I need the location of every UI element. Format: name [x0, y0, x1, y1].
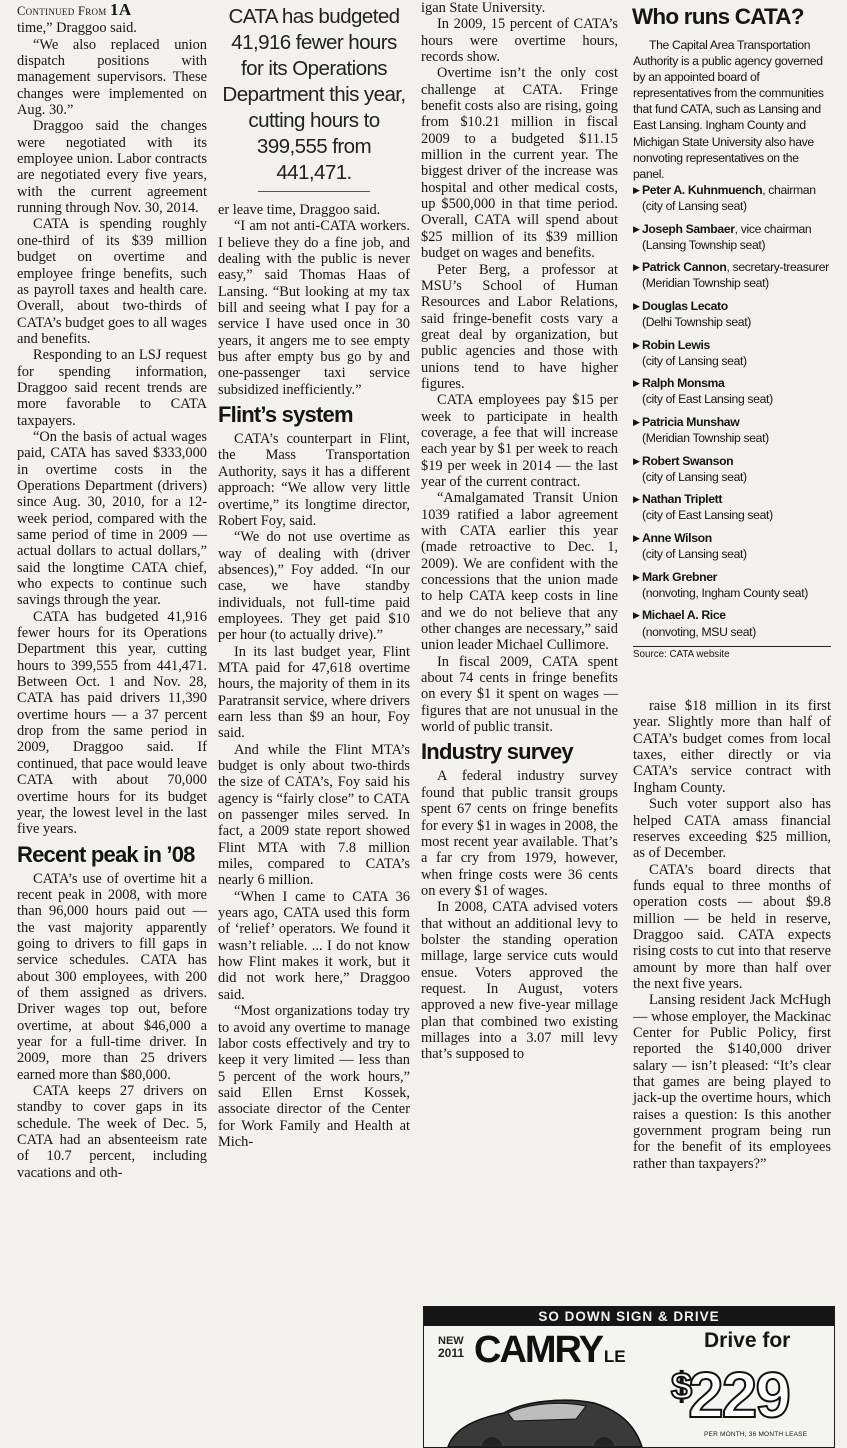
board-member-seat: (nonvoting, Ingham County seat) — [642, 585, 808, 600]
pull-quote-rule — [258, 191, 370, 192]
bullet-icon: ▶ — [633, 339, 640, 350]
board-member-item — [633, 569, 831, 601]
ad-banner: SO DOWN SIGN & DRIVE — [424, 1307, 834, 1326]
paragraph: And while the Flint MTA’s budget is only about two-thirds the size of CATA’s, Foy said his agency is “fairly close” to CATA on passenger miles served. In fact, a 2009 state report showed Flint MTA with 7.8 million miles, compared to CATA’s nearly 6 million. — [218, 741, 410, 889]
bullet-icon: ▶ — [633, 571, 640, 582]
board-member-item — [633, 259, 831, 291]
board-member-seat: (Delhi Township seat) — [642, 315, 751, 329]
bullet-icon: ▶ — [633, 300, 640, 311]
car-image — [444, 1389, 644, 1448]
bullet-icon: ▶ — [633, 455, 640, 466]
subhead-recent-peak: Recent peak in ’08 — [17, 841, 195, 867]
paragraph: Lansing resident Jack McHugh — whose employer, the Mackinac Center for Public Policy, first reported the $140,000 driver salary — isn’t pleased: “It’s clear that games are being played to jack-up the overtime hours, which raises a question: Is this another government program being run for the benefit of its employees rather than taxpayers?” — [633, 992, 831, 1172]
board-member-role: , chairman — [762, 182, 816, 197]
paragraph: CATA keeps 27 drivers on standby to cover gaps in its schedule. The week of Dec. 5, CATA had an absenteeism rate of 10.7 percent, including vacations and oth- — [17, 1083, 207, 1181]
board-member-item — [633, 221, 831, 253]
board-member-item — [633, 491, 831, 523]
board-member-seat: (city of Lansing seat) — [642, 198, 747, 213]
paragraph: A federal industry survey found that public transit groups spent 67 cents on fringe benefits for every $1 in wages in 2008, the most recent year available. That’s a far cry from 1979, however, when fringe costs were 36 cents on every $1 of wages. — [421, 768, 618, 899]
paragraph: CATA employees pay $15 per week to participate in health coverage, a fee that will increase each year by $1 per week to reach $19 per week in 2014 — the last year of the current contract. — [421, 392, 618, 490]
paragraph: raise $18 million in its first year. Slightly more than half of CATA’s budget comes from local taxes, either directly or via CATA’s service contract with Ingham County. — [633, 698, 831, 796]
board-member-list — [633, 182, 831, 640]
article-column-4 — [633, 0, 831, 1435]
paragraph: In its last budget year, Flint MTA paid for 47,618 overtime hours, the majority of them in its Paratransit service, where drivers earn less than $9 an hour, Foy said. — [218, 643, 410, 742]
paragraph: Such voter support also has helped CATA amass financial reserves exceeding $25 million, as of December. — [633, 796, 831, 862]
subhead-industry-survey: Industry survey — [421, 739, 573, 765]
ad-drive-for: Drive for — [704, 1329, 791, 1352]
board-member-name: Ralph Monsma — [642, 376, 725, 391]
paragraph: er leave time, Draggoo said. — [218, 202, 381, 218]
paragraph: “Amalgamated Transit Union 1039 ratified a labor agreement with CATA earlier this year (made retroactive to Dec. 1, 2009). We are confident with the concessions that the union made to help CATA keep costs in line and we do not believe that any other changes are necessary,” said union leader Michael Cullimore. — [421, 490, 618, 654]
board-member-seat: (city of Lansing seat) — [642, 547, 747, 562]
bullet-icon: ▶ — [633, 223, 640, 234]
article-column-3 — [421, 0, 618, 1435]
board-member-seat: (Meridian Township seat) — [642, 276, 769, 291]
board-member-name: Mark Grebner — [642, 569, 718, 584]
board-member-seat: (Meridian Township seat) — [642, 431, 769, 446]
paragraph: igan State University. — [421, 0, 546, 16]
board-member-seat: (city of East Lansing seat) — [642, 392, 773, 407]
paragraph: In 2008, CATA advised voters that without an additional levy to bolster the standing operation millage, large service cuts would ensue. Voters approved the request. In August, voters approved a new five-year millage plan that combined two existing millages into a 3.07 mill levy that’s supposed to — [421, 899, 618, 1063]
board-member-name: Anne Wilson — [642, 531, 712, 546]
board-member-name: Peter A. Kuhnmuench — [642, 182, 763, 197]
board-member-name: Robert Swanson — [642, 453, 734, 468]
paragraph: “I am not anti-CATA workers. I believe they do a fine job, and dealing with the public is never easy,” said Thomas Haas of Lansing. “But looking at my tax bill and seeing what I pay for a service I have used once in 30 years, it angers me to see empty bus after empty bus go by and one-passenger taxi service subsidized inefficiently.” — [218, 218, 410, 398]
bullet-icon: ▶ — [633, 262, 640, 273]
subhead-flints-system: Flint’s system — [218, 402, 353, 428]
board-member-name: Patrick Cannon — [642, 260, 727, 275]
sidebar-source: Source: CATA website — [633, 646, 831, 661]
ad-new-label: NEW 2011 — [438, 1335, 465, 1360]
board-member-seat: (city of Lansing seat) — [642, 469, 747, 484]
article-column-2 — [218, 0, 410, 1435]
bullet-icon: ▶ — [633, 610, 640, 621]
paragraph: CATA’s use of overtime hit a recent peak in 2008, with more than 96,000 hours paid out — the vast majority apparently going to drivers to fill gaps in service schedules. CATA has about 300 employees, with 200 of them assigned as drivers. Driver wages top out, before overtime, at about $46,000 a year for a full-time driver. In 2009, more than 25 drivers earned more than $80,000. — [17, 870, 207, 1083]
paragraph: time,” Draggoo said. — [17, 20, 137, 37]
board-member-name: Douglas Lecato — [642, 298, 728, 313]
car-advertisement[interactable] — [423, 1306, 835, 1448]
board-member-seat: (Lansing Township seat) — [642, 237, 766, 252]
board-member-item — [633, 375, 831, 407]
board-member-item — [633, 182, 831, 214]
paragraph: “On the basis of actual wages paid, CATA has saved $333,000 in overtime costs in the Operations Department (drivers) since Aug. 30, 2010, for a 12-week period, compared with the same period of time in 2009 — actual dollars to actual dollars,” said the longtime CATA chief, who expects to continue such savings through the year. — [17, 428, 207, 609]
pull-quote: CATA has budgeted 41,916 fewer hours for its Operations Department this year, cutting hours to 399,555 from 441,471. — [222, 5, 406, 184]
paragraph: “Most organizations today try to avoid any overtime to manage labor costs effectively and try to keep it very limited — less than 5 percent of the work hours,” said Ellen Ernst Kossek, associate director of the Center for Work Family and Health at Mich- — [218, 1003, 410, 1150]
bullet-icon: ▶ — [633, 416, 640, 427]
paragraph: “We do not use overtime as way of dealing with (driver absences),” Foy added. “In our case, we have standby individuals, not full-time paid employees. They get paid $10 per hour (to actually drive).” — [218, 529, 410, 644]
paragraph: CATA is spending roughly one-third of its $39 million budget on overtime and employee fringe benefits, such as payroll taxes and health care. Overall, about two-thirds of CATA’s budget goes to all wages and benefits. — [17, 216, 207, 347]
board-member-role: , secretary-treasurer — [726, 260, 829, 275]
paragraph: In fiscal 2009, CATA spent about 74 cents in fringe benefits on every $1 it spent on wages — figures that are not unusual in the world of public transit. — [421, 653, 618, 736]
board-member-item — [633, 337, 831, 369]
article-column-1 — [17, 0, 207, 1435]
continued-from-label: Continued From 1A — [17, 0, 132, 19]
board-member-item — [633, 607, 831, 639]
board-member-name: Joseph Sambaer — [642, 221, 735, 236]
paragraph: Overtime isn’t the only cost challenge at CATA. Fringe benefit costs also are rising, going from $10.21 million in fiscal 2009 to a budgeted $11.15 million in the current year. The biggest driver of the increase was hospital and other medical costs, up $500,000 in that time period. Overall, CATA will spend about $25 million of its $39 million budget on wages and benefits. — [421, 65, 618, 262]
paragraph: CATA’s board directs that funds equal to three months of operation costs — about $9.8 million — be held in reserve, Draggoo said. CATA expects rising costs to cut into that reserve amount by more than half over the next five years. — [633, 861, 831, 992]
bullet-icon: ▶ — [633, 378, 640, 389]
board-member-name: Michael A. Rice — [642, 608, 726, 623]
board-member-seat: (city of East Lansing seat) — [642, 508, 773, 523]
paragraph: “When I came to CATA 36 years ago, CATA used this form of ‘relief’ operators. We found it wasn’t reliable. ... I do not know how Flint makes it work, but it did not work here,” Draggoo said. — [218, 888, 410, 1003]
sidebar-intro: The Capital Area Transportation Authority is a public agency governed by an appointed board of representatives from the communities that fund CATA, such as Lansing and East Lansing. Ingham County and Michigan State University also have nonvoting representatives on the panel. — [633, 38, 824, 181]
board-member-item — [633, 414, 831, 446]
sidebar-title: Who runs CATA? — [632, 4, 804, 29]
board-member-item — [633, 530, 831, 562]
paragraph: In 2009, 15 percent of CATA’s hours were overtime hours, records show. — [421, 16, 618, 66]
board-member-name: Nathan Triplett — [642, 492, 723, 507]
board-member-name: Patricia Munshaw — [642, 414, 740, 429]
board-member-item — [633, 298, 831, 330]
board-member-seat: (nonvoting, MSU seat) — [642, 624, 756, 639]
board-member-name: Robin Lewis — [642, 337, 710, 352]
ad-terms: PER MONTH, 36 MONTH LEASE — [704, 1431, 808, 1438]
bullet-icon: ▶ — [633, 184, 640, 195]
board-member-item — [633, 453, 831, 485]
ad-price: $229 — [671, 1359, 789, 1431]
paragraph: CATA’s counterpart in Flint, the Mass Transportation Authority, says it has a different approach: “We allow very little overtime,” its longtime director, Robert Foy, said. — [218, 431, 410, 529]
paragraph: CATA has budgeted 41,916 fewer hours for its Operations Department this year, cutting hours to 399,555 from 441,471. Between Oct. 1 and Nov. 28, CATA has paid drivers 11,390 overtime hours — a 37 percent drop from the same period in 2009, Draggoo said. If continued, that pace would leave CATA with about 70,000 overtime hours for its budget year, the lowest level in the last five years. — [17, 608, 207, 838]
ad-model: CAMRY LE — [474, 1329, 626, 1371]
bullet-icon: ▶ — [633, 494, 640, 505]
paragraph: Responding to an LSJ request for spending information, Draggoo said recent trends are more favorable to CATA taxpayers. — [17, 347, 207, 429]
paragraph: Peter Berg, a professor at MSU’s School of Human Resources and Labor Relations, said fringe-benefit costs vary a great deal by organization, but public agencies and those with unions tend to have higher figures. — [421, 261, 618, 392]
board-member-role: , vice chairman — [734, 221, 812, 236]
paragraph: “We also replaced union dispatch positions with management supervisors. These changes were implemented on Aug. 30.” — [17, 36, 207, 119]
bullet-icon: ▶ — [633, 533, 640, 544]
paragraph: Draggoo said the changes were negotiated with its employee union. Labor contracts are negotiated every five years, with the current agreement running through Nov. 30, 2014. — [17, 118, 207, 217]
board-member-seat: (city of Lansing seat) — [642, 353, 747, 368]
